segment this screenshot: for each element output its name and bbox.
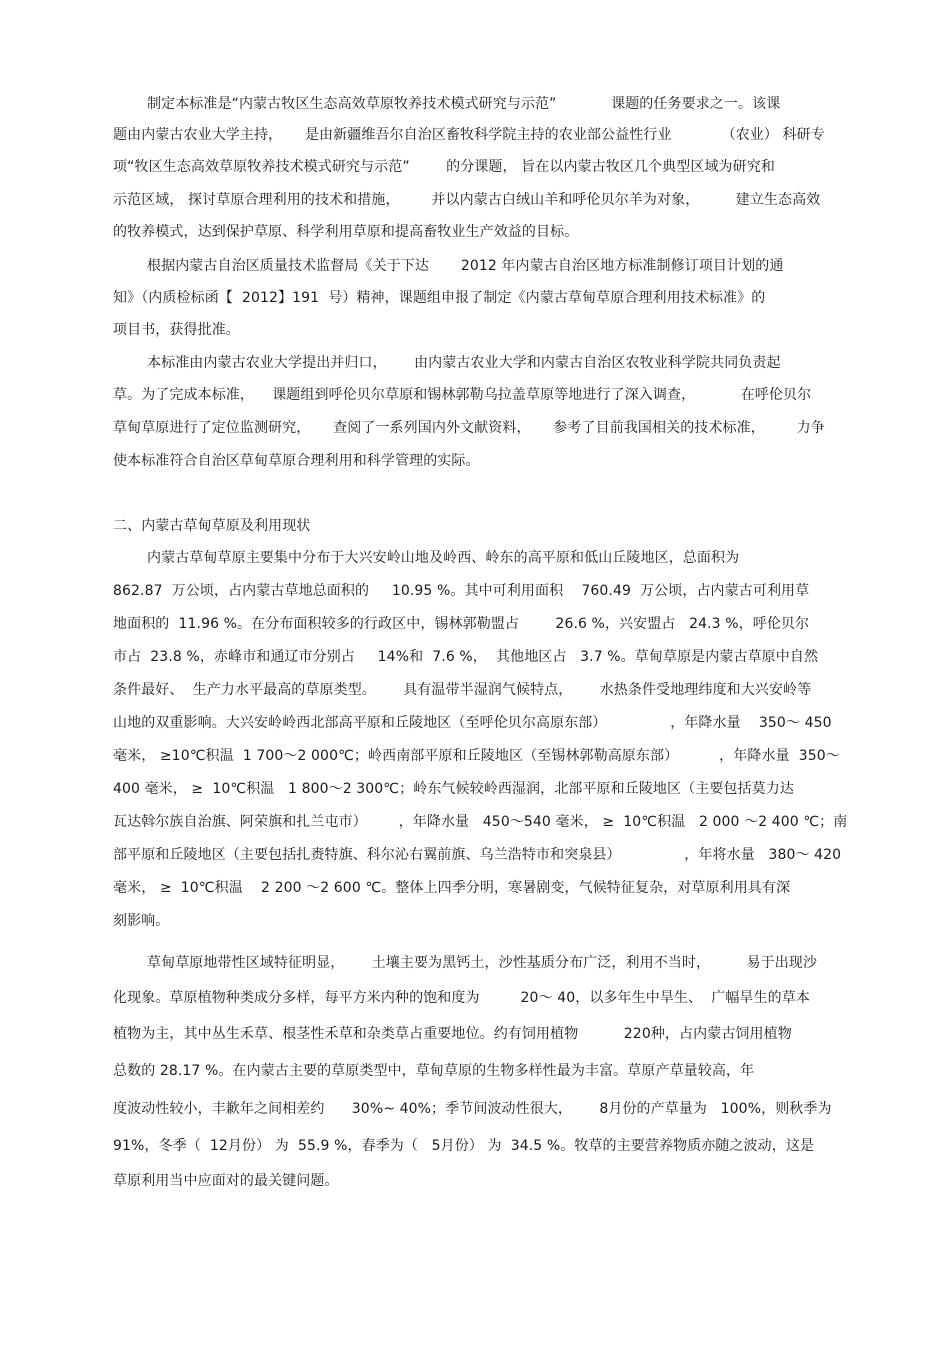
text-line: 400 毫米， ≥ 10℃积温 1 800～2 300℃；岭东气候较岭西湿润，北部平原和丘陵地区（主要包括莫力达 — [113, 781, 794, 797]
text-line: 示范区域， 探讨草原合理利用的技术和措施， 并以内蒙古白绒山羊和呼伦贝尔羊为对象， 建立生态高效 — [113, 192, 821, 208]
text-line: 植物为主，其中丛生禾草、根茎性禾草和杂类草占重要地位。约有饲用植物 220种，占内蒙古饲用植物 — [113, 1026, 792, 1042]
text-line: 项目书，获得批准。 — [113, 322, 240, 338]
text-line: 部平原和丘陵地区（主要包括扎赉特旗、科尔沁右翼前旗、乌兰浩特市和突泉县） ，年将水量 380～ 420 — [113, 847, 842, 863]
text-line: 地面积的 11.96 %。在分布面积较多的行政区中，锡林郭勒盟占 26.6 %，兴安盟占 24.3 %，呼伦贝尔 — [113, 616, 810, 632]
text-line: 制定本标准是“内蒙古牧区生态高效草原牧养技术模式研究与示范” 课题的任务要求之一。该课 — [147, 96, 781, 112]
text-line: 草。为了完成本标准， 课题组到呼伦贝尔草原和锡林郭勒乌拉盖草原等地进行了深入调查， 在呼伦贝尔 — [113, 387, 812, 403]
text-line: 使本标准符合自治区草甸草原合理利用和科学管理的实际。 — [113, 453, 480, 469]
text-line: 草原利用当中应面对的最关键问题。 — [113, 1173, 339, 1189]
text-line: 862.87 万公顷，占内蒙古草地总面积的 10.95 %。其中可利用面积 760.49 万公顷，占内蒙古可利用草 — [113, 583, 810, 599]
text-line: 毫米， ≥10℃积温 1 700～2 000℃；岭西南部平原和丘陵地区（至锡林郭勒高原东部） ，年降水量 350～ — [113, 748, 840, 764]
text-line: 化现象。草原植物种类成分多样，每平方米内种的饱和度为 20～ 40，以多年生中旱生、 广幅旱生的草本 — [113, 990, 810, 1006]
text-line: 山地的双重影响。大兴安岭岭西北部高平原和丘陵地区（至呼伦贝尔高原东部） ，年降水量 350～ 450 — [113, 715, 832, 731]
text-line: 条件最好、 生产力水平最高的草原类型。 具有温带半湿润气候特点， 水热条件受地理纬度和大兴安岭等 — [113, 682, 812, 698]
text-line: 知》（内质检标函【 2012】191 号）精神，课题组申报了制定《内蒙古草甸草原合理利用技术标准》的 — [113, 290, 766, 306]
text-line: 瓦达斡尔族自治旗、阿荣旗和扎兰屯市） ，年降水量 450～540 毫米， ≥ 10℃积温 2 000 ～2 400 ℃；南 — [113, 814, 848, 830]
text-line: 91%，冬季（ 12月份） 为 55.9 %，春季为（ 5月份） 为 34.5 %。牧草的主要营养物质亦随之波动，这是 — [113, 1138, 815, 1154]
text-line: 项“牧区生态高效草原牧养技术模式研究与示范” 的分课题， 旨在以内蒙古牧区几个典型区域为研究和 — [113, 159, 775, 175]
text-line: 的牧养模式，达到保护草原、科学利用草原和提高畜牧业生产效益的目标。 — [113, 224, 579, 240]
text-line: 内蒙古草甸草原主要集中分布于大兴安岭山地及岭西、岭东的高平原和低山丘陵地区，总面积为 — [147, 550, 740, 566]
text-line: 本标准由内蒙古农业大学提出并归口， 由内蒙古农业大学和内蒙古自治区农牧业科学院共同负责起 — [147, 355, 781, 371]
text-line: 刻影响。 — [113, 913, 170, 929]
text-line: 草甸草原地带性区域特征明显， 土壤主要为黑钙土，沙性基质分布广泛，利用不当时， 易于出现沙 — [147, 955, 817, 971]
text-line: 草甸草原进行了定位监测研究， 查阅了一系列国内外文献资料， 参考了目前我国相关的技术标准， 力争 — [113, 420, 825, 436]
text-line: 题由内蒙古农业大学主持， 是由新疆维吾尔自治区畜牧科学院主持的农业部公益性行业 （农业） 科研专 — [113, 127, 825, 143]
text-line: 度波动性较小，丰歉年之间相差约 30%~ 40%；季节间波动性很大， 8月份的产草量为 100%，则秋季为 — [113, 1101, 832, 1117]
text-line: 总数的 28.17 %。在内蒙古主要的草原类型中，草甸草原的生物多样性最为丰富。草原产草量较高，年 — [113, 1063, 755, 1079]
section-heading: 二、内蒙古草甸草原及利用现状 — [113, 518, 311, 534]
text-line: 毫米， ≥ 10℃积温 2 200 ～2 600 ℃。整体上四季分明，寒暑剧变，气候特征复杂，对草原利用具有深 — [113, 880, 791, 896]
text-line: 根据内蒙古自治区质量技术监督局《关于下达 2012 年内蒙古自治区地方标准制修订项目计划的通 — [147, 258, 784, 274]
text-line: 市占 23.8 %，赤峰市和通辽市分别占 14%和 7.6 %， 其他地区占 3.7 %。草甸草原是内蒙古草原中自然 — [113, 649, 819, 665]
